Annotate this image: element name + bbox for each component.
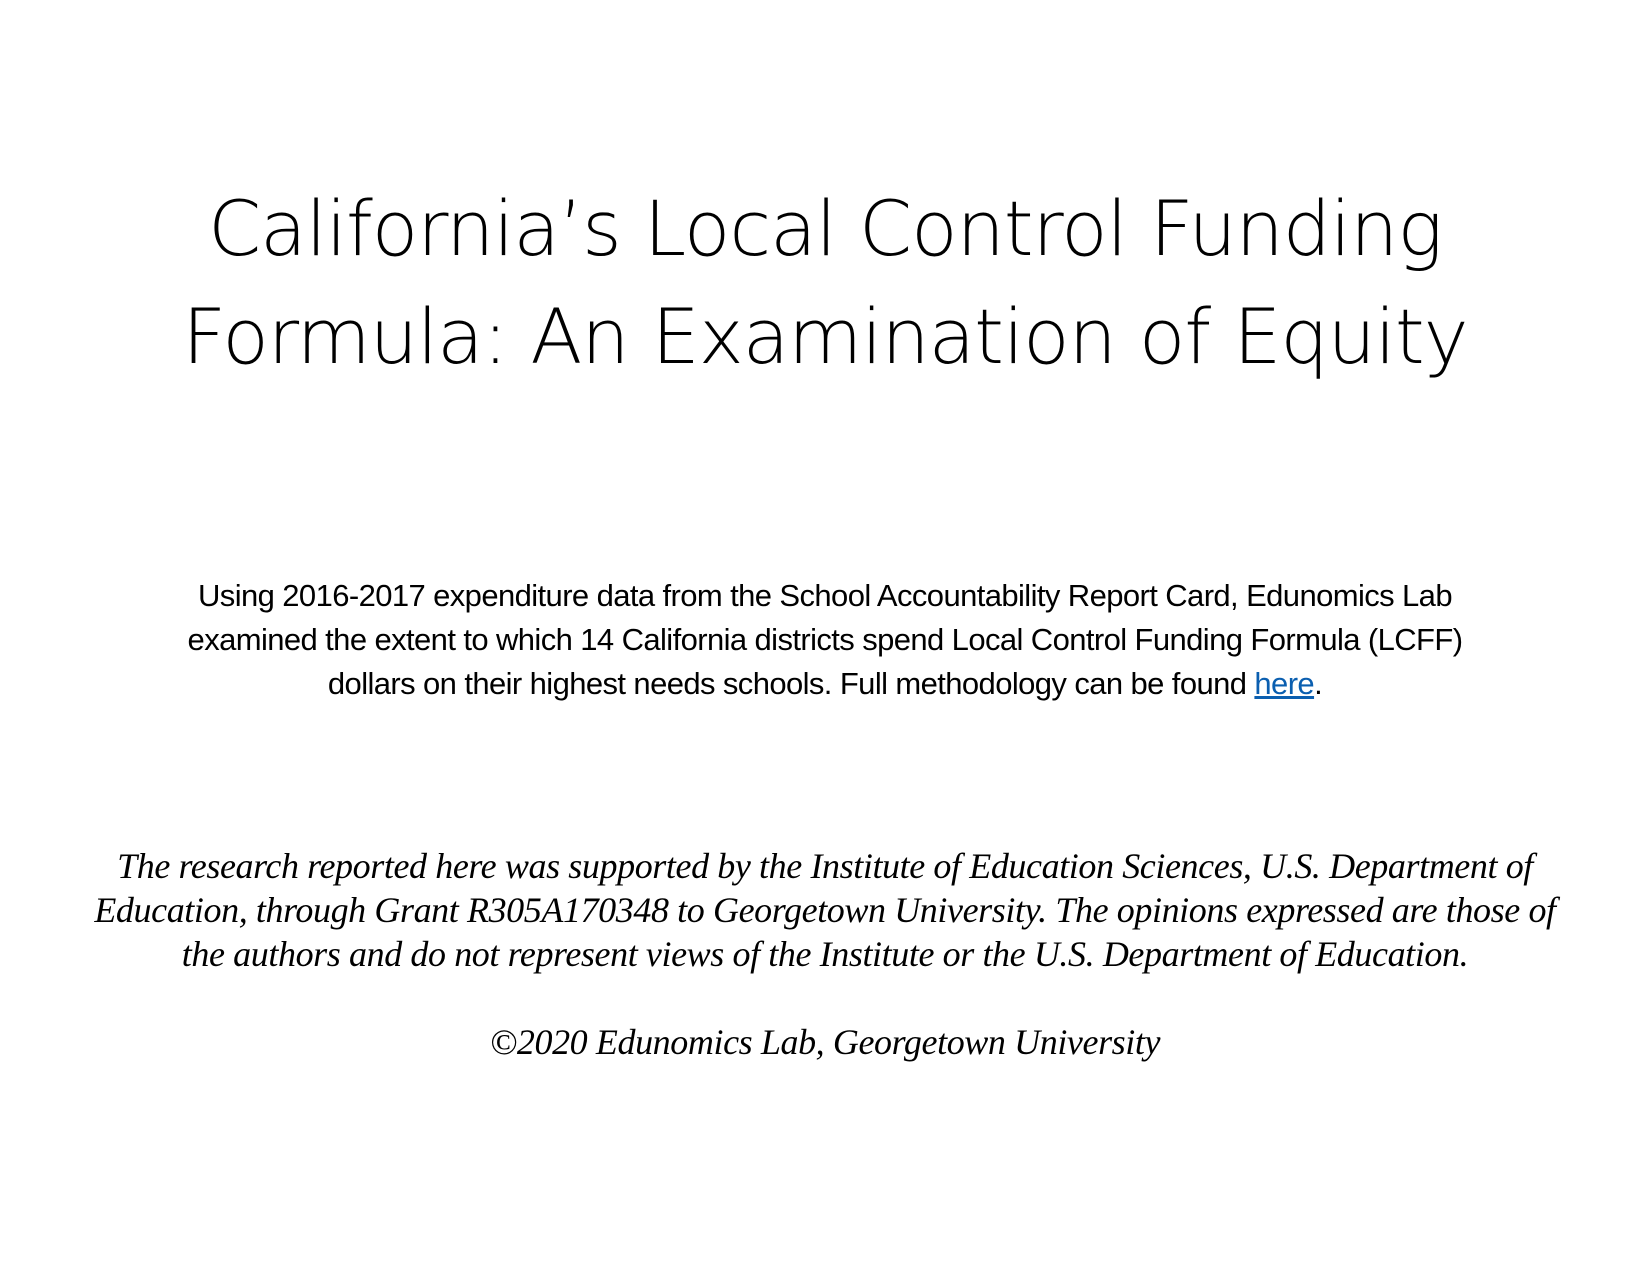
summary-line-3 (60, 662, 1590, 706)
summary-line-3-text: dollars on their highest needs schools. Full methodology can be found (327, 666, 1255, 701)
disclaimer-line-1: The research reported here was supported by the Institute of Education Sciences, U.S. Department of (117, 846, 1533, 886)
summary-line-1: Using 2016-2017 expenditure data from the School Accountability Report Card, Edunomics Lab (198, 578, 1452, 613)
funding-disclaimer (30, 844, 1620, 976)
title-line-2: Formula: An Examination of Equity (182, 292, 1468, 381)
title-line-1: California’s Local Control Funding (208, 184, 1442, 273)
summary-line-2: examined the extent to which 14 California districts spend Local Control Funding Formula (LCFF) (187, 622, 1463, 657)
summary-paragraph (60, 574, 1590, 706)
page-title (60, 175, 1590, 391)
methodology-link[interactable]: here (1254, 666, 1315, 701)
copyright-notice: ©2020 Edunomics Lab, Georgetown University (489, 1022, 1161, 1062)
disclaimer-line-2: Education, through Grant R305A170348 to Georgetown University. The opinions expressed are those of (94, 890, 1556, 930)
disclaimer-line-3: the authors and do not represent views of the Institute or the U.S. Department of Education. (181, 934, 1469, 974)
summary-line-3-period: . (1314, 666, 1323, 701)
